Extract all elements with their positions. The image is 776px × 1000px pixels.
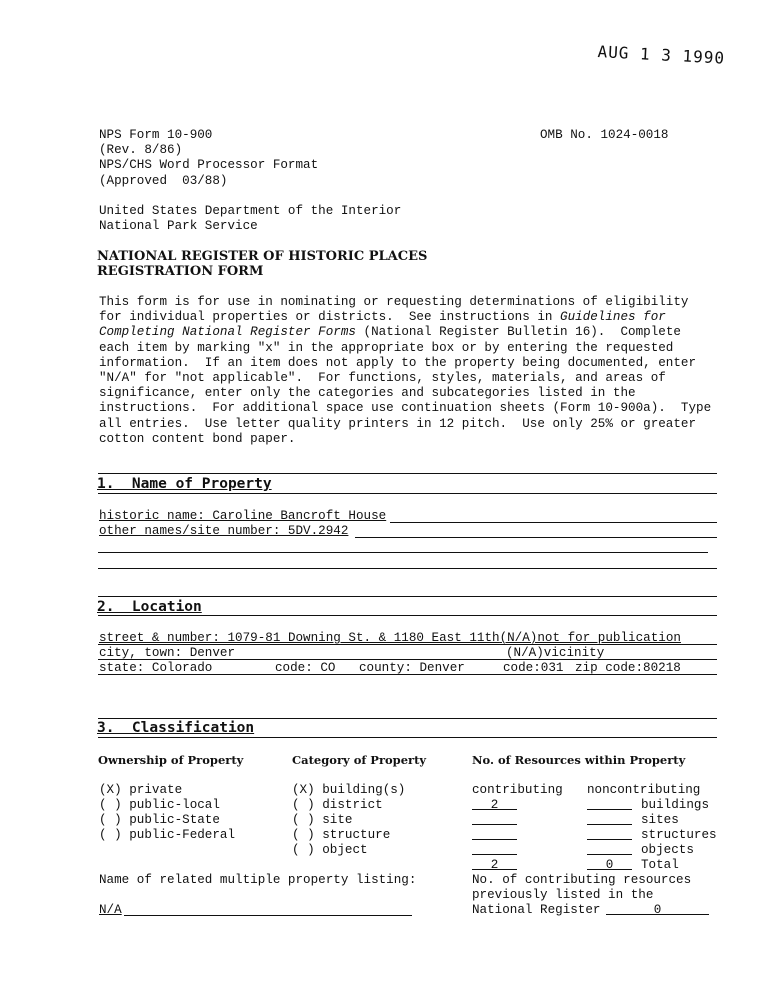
noncontributing-count [587,813,632,825]
resource-row [472,858,517,873]
resource-label: buildings [641,798,710,812]
instructions-line: for individual properties or districts. See instructions in [99,310,561,325]
contributing-count: 2 [472,798,517,810]
field-line [98,644,717,645]
contributing-count [472,813,517,825]
agency-department: United States Department of the Interior [99,204,402,218]
ownership-public-local: ( ) public-local [99,798,220,812]
category-district: ( ) district [292,798,383,812]
form-subtitle: REGISTRATION FORM [97,264,264,279]
category-heading: Category of Property [292,753,427,767]
field-line [98,674,717,675]
field-line [355,537,717,538]
street-label: street & number: [99,631,228,645]
section-divider [98,615,717,616]
field-line [98,568,717,569]
section-divider [98,473,717,474]
county-code-field: code:031 [503,661,564,675]
form-approved: (Approved 03/88) [99,174,228,188]
state-field: state: Colorado [99,661,213,675]
vicinity-field: (N/A)vicinity [506,646,605,660]
section-3-heading: 3. Classification [97,720,255,736]
previously-listed-label: No. of contributing resources [472,873,692,887]
noncontributing-total: 0 [587,858,632,870]
form-title: NATIONAL REGISTER OF HISTORIC PLACES [97,249,428,264]
ownership-public-state: ( ) public-State [99,813,220,827]
instructions-line: significance, enter only the categories and subcategories listed in the [99,386,636,401]
historic-name-field: historic name: Caroline Bancroft House [99,509,387,523]
resource-label: Total [641,858,679,872]
section-divider [98,737,717,738]
contributing-count [472,828,517,840]
instructions-line: all entries. Use letter quality printers in 12 pitch. Use only 25% or greater [99,416,697,431]
contributing-total: 2 [472,858,517,870]
category-structure: ( ) structure [292,828,391,842]
resource-row [587,858,632,873]
contributing-count [472,843,517,855]
field-line [98,659,717,660]
instructions-line: (National Register Bulletin 16). Complete [355,325,681,340]
field-line [98,552,708,553]
instructions-line: This form is for use in nominating or requesting determinations of eligibility [99,295,689,309]
resource-row [472,798,517,813]
field-line [390,522,717,523]
resources-heading: No. of Resources within Property [472,753,686,767]
category-object: ( ) object [292,843,368,857]
not-for-publication: (N/A)not for publication [499,631,681,645]
instructions-line: instructions. For additional space use continuation sheets (Form 10-900a). Type [99,401,712,416]
resource-label: objects [641,843,694,857]
section-divider [98,493,717,494]
noncontributing-count [587,828,632,840]
county-field: county: Denver [359,661,465,675]
form-format: NPS/CHS Word Processor Format [99,158,319,172]
resource-label: sites [641,813,679,827]
previously-listed-row [606,903,709,918]
section-divider [98,596,717,597]
related-listing-label: Name of related multiple property listing: [99,873,417,887]
noncontributing-count [587,798,632,810]
category-buildings: (X) building(s) [292,783,406,797]
previously-listed-label: National Register [472,903,601,917]
form-revision: (Rev. 8/86) [99,143,183,157]
contributing-label: contributing [472,783,563,797]
instructions-line: "N/A" for "not applicable". For functions, styles, materials, and areas of [99,371,666,386]
state-code-field: code: CO [275,661,336,675]
section-2-heading: 2. Location [97,599,202,615]
related-listing-value: N/A [99,903,122,917]
section-1-heading: 1. Name of Property [97,476,272,492]
noncontributing-count [587,843,632,855]
section-divider [98,718,717,719]
field-line [124,915,412,916]
instructions-line: each item by marking "x" in the appropriate box or by entering the requested [99,340,674,355]
instructions-paragraph [99,295,729,447]
zip-code-field: zip code:80218 [575,661,681,675]
previously-listed-count: 0 [606,903,709,915]
noncontributing-label: noncontributing [587,783,701,797]
omb-number: OMB No. 1024-0018 [540,128,669,142]
instructions-italic: Completing National Register Forms [99,325,356,340]
ownership-public-federal: ( ) public-Federal [99,828,236,842]
resource-label: structures [641,828,717,842]
other-names-field: other names/site number: 5DV.2942 [99,524,349,538]
category-site: ( ) site [292,813,353,827]
received-date-stamp: AUG 1 3 1990 [597,42,726,68]
instructions-line: cotton content bond paper. [99,431,296,446]
street-value: 1079-81 Downing St. & 1180 East 11th [227,631,500,645]
form-number: NPS Form 10-900 [99,128,213,142]
previously-listed-label: previously listed in the [472,888,654,902]
ownership-private: (X) private [99,783,183,797]
ownership-heading: Ownership of Property [98,753,244,767]
city-town-field: city, town: Denver [99,646,236,660]
agency-service: National Park Service [99,219,258,233]
instructions-italic: Guidelines for [560,310,666,325]
instructions-line: information. If an item does not apply to the property being documented, enter [99,355,697,370]
